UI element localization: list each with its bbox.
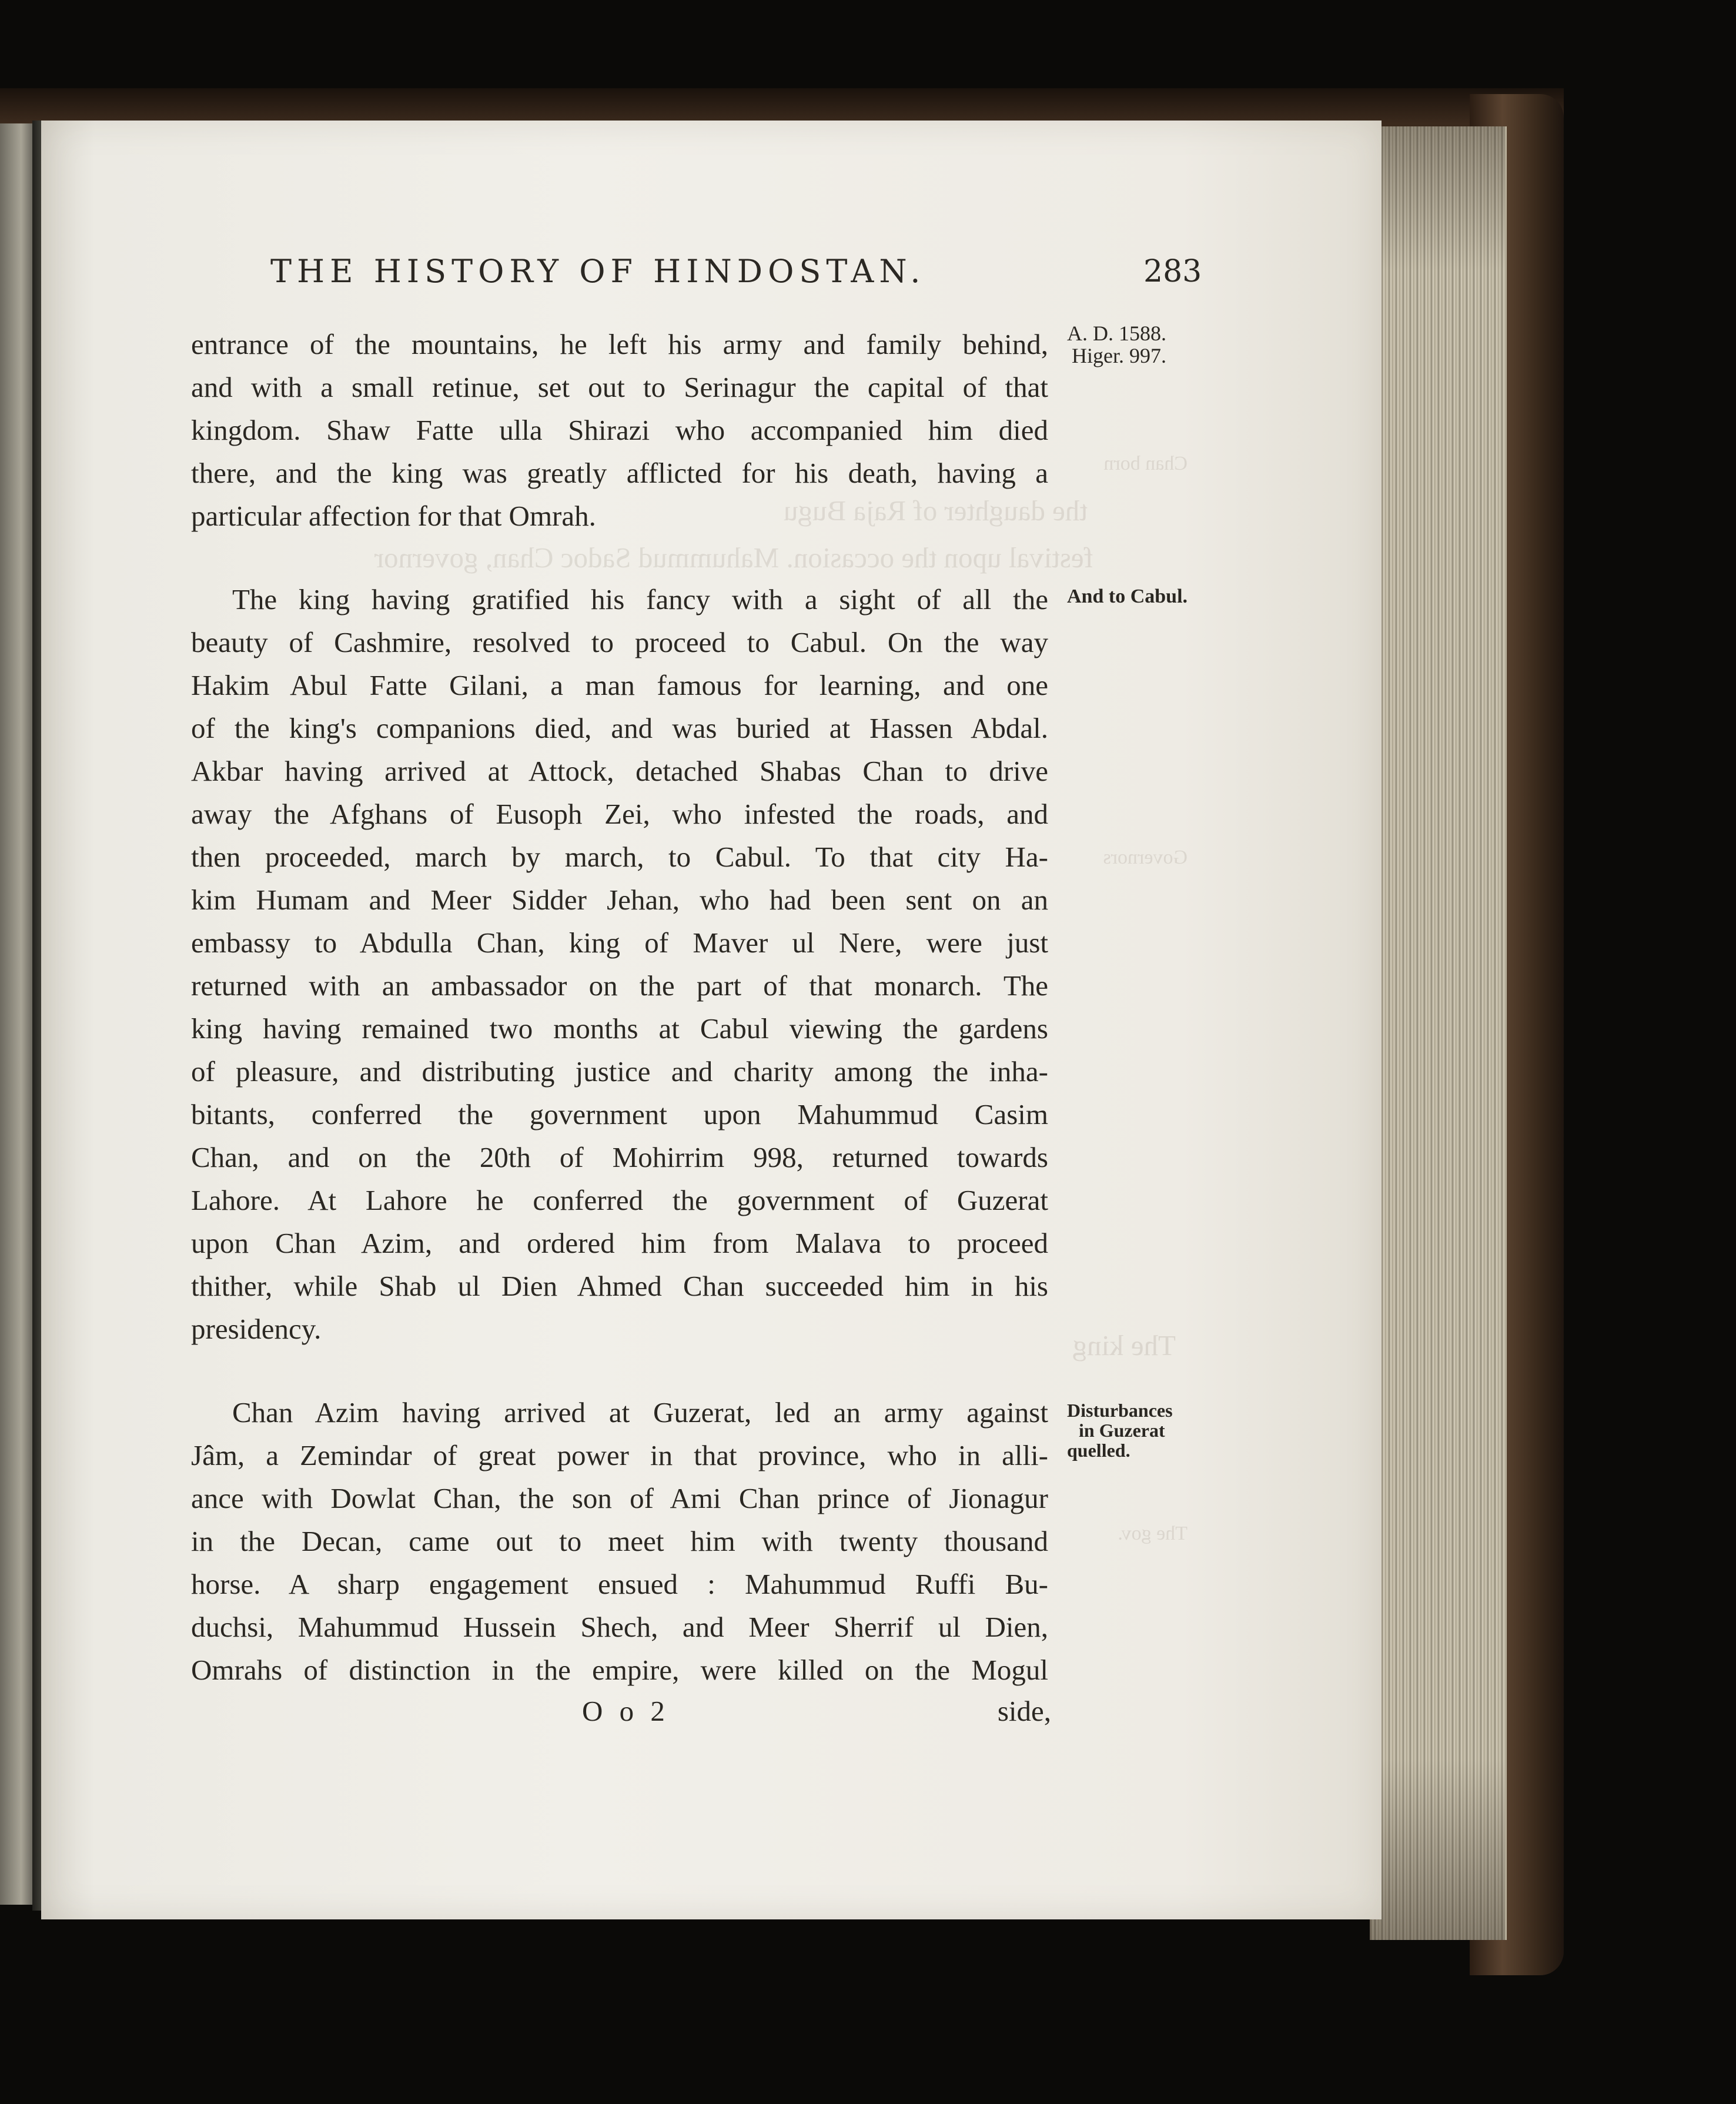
bleed-through-note: The gov. [1118,1523,1188,1544]
text-line: and with a small retinue, set out to Serinagur the capital of that [191,371,1048,403]
signature-mark: O o 2 [582,1695,670,1727]
text-line: presidency. [191,1313,322,1345]
margin-note-guzerat-line: Disturbances [1067,1400,1173,1421]
bleed-through-text: the daughter of Raja Bugu [783,494,1088,527]
running-head-title: THE HISTORY OF HINDOSTAN. [270,253,926,290]
catchword: side, [997,1695,1051,1727]
text-line: away the Afghans of Eusoph Zei, who infested the roads, and [191,798,1048,830]
text-line: embassy to Abdulla Chan, king of Maver ul Nere, were just [191,926,1048,959]
text-line: beauty of Cashmire, resolved to proceed to Cabul. On the way [191,626,1048,658]
text-line: entrance of the mountains, he left his army and family behind, [191,328,1048,360]
text-line: kim Humam and Meer Sidder Jehan, who had been sent on an [191,884,1048,916]
text-line: Akbar having arrived at Attock, detached Shabas Chan to drive [191,755,1048,787]
text-line: upon Chan Azim, and ordered him from Malava to proceed [191,1227,1048,1259]
text-line: of the king's companions died, and was buried at Hassen Abdal. [191,712,1048,744]
text-line: Hakim Abul Fatte Gilani, a man famous for learning, and one [191,669,1048,701]
text-line: Chan Azim having arrived at Guzerat, led an army against [232,1396,1048,1429]
text-line: Chan, and on the 20th of Mohirrim 998, returned towards [191,1141,1048,1173]
bleed-through-note: Chan born [1103,453,1188,474]
text-line: in the Decan, came out to meet him with twenty thousand [191,1525,1048,1557]
text-line: Lahore. At Lahore he conferred the government of Guzerat [191,1184,1048,1216]
text-line: bitants, conferred the government upon Mahummud Casim [191,1098,1048,1130]
text-line: of pleasure, and distributing justice and charity among the inha- [191,1055,1048,1088]
bleed-through-text: The king [1072,1329,1176,1362]
text-line: horse. A sharp engagement ensued : Mahummud Ruffi Bu- [191,1568,1048,1600]
page-number: 283 [1143,254,1202,289]
margin-note-cabul: And to Cabul. [1067,586,1188,607]
margin-note-guzerat-line: in Guzerat [1079,1420,1165,1441]
margin-note-higer: Higer. 997. [1072,344,1166,367]
text-line: then proceeded, march by march, to Cabul. To that city Ha- [191,841,1048,873]
text-line: The king having gratified his fancy with a sight of all the [232,583,1048,616]
text-line: ance with Dowlat Chan, the son of Ami Chan prince of Jionagur [191,1482,1048,1514]
text-line: kingdom. Shaw Fatte ulla Shirazi who accompanied him died [191,414,1048,446]
text-line: Omrahs of distinction in the empire, were killed on the Mogul [191,1654,1048,1686]
text-line: thither, while Shab ul Dien Ahmed Chan succeeded him in his [191,1270,1048,1302]
text-line: Jâm, a Zemindar of great power in that province, who in alli- [191,1439,1048,1471]
bleed-through-note: Governors [1103,847,1188,868]
text-line: duchsi, Mahummud Hussein Shech, and Meer Sherrif ul Dien, [191,1611,1048,1643]
bleed-through-text: festival upon the occasion. Mahummud Sadoc Chan, governor [374,541,1093,574]
margin-note-year: A. D. 1588. [1067,322,1166,345]
text-line: particular affection for that Omrah. [191,500,596,532]
text-line: king having remained two months at Cabul viewing the gardens [191,1012,1048,1045]
margin-note-guzerat-line: quelled. [1067,1440,1130,1461]
text-line: there, and the king was greatly afflicted for his death, having a [191,457,1048,489]
text-line: returned with an ambassador on the part of that monarch. The [191,969,1048,1002]
